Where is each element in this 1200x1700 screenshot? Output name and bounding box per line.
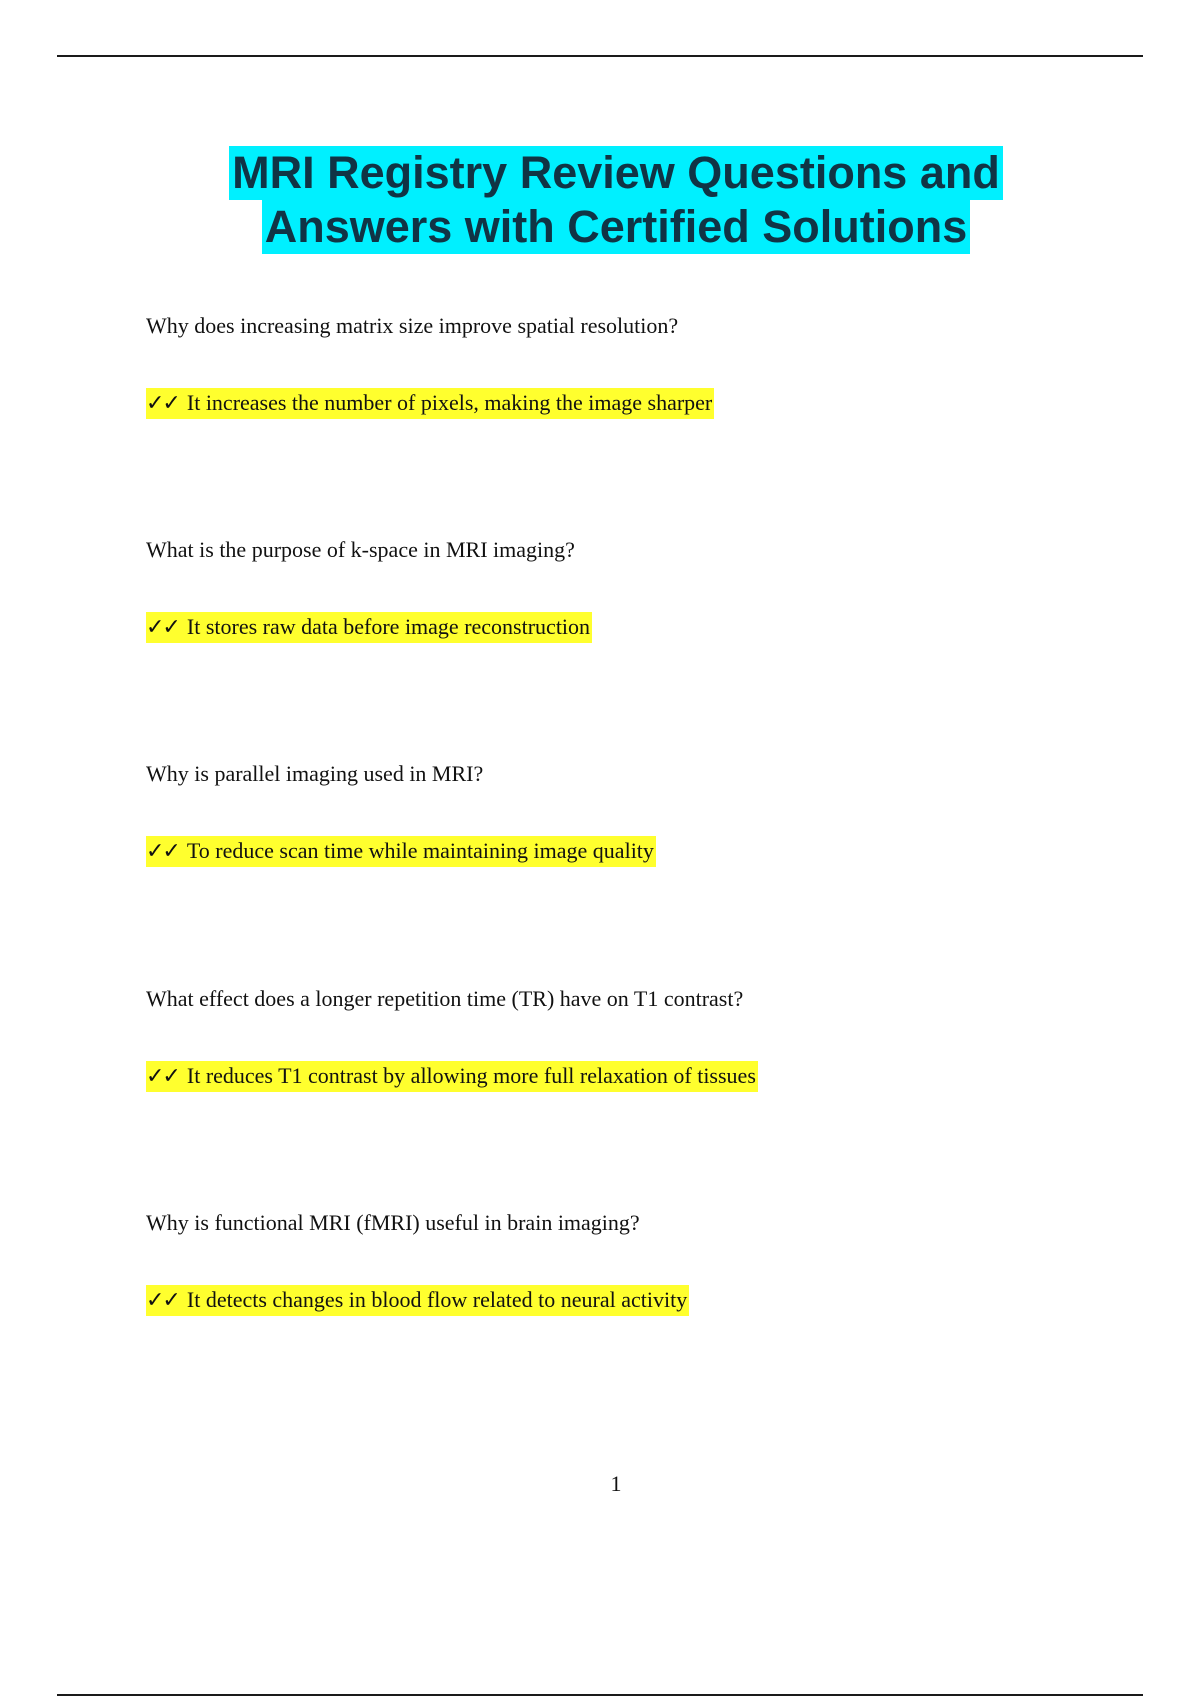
page-number: 1: [610, 1471, 622, 1496]
question-text: Why does increasing matrix size improve spatial resolution?: [146, 313, 679, 338]
qa-item-2: [146, 536, 592, 643]
qa-item-4: [146, 985, 758, 1092]
answer-text: [146, 1285, 689, 1316]
qa-item-5: [146, 1209, 689, 1316]
page-title: [0, 146, 1200, 254]
footer-rule: [57, 1694, 1143, 1696]
title-line-1: MRI Registry Review Questions and: [229, 146, 1003, 200]
double-check-icon: ✓✓: [146, 839, 179, 864]
answer-text: [146, 612, 592, 643]
qa-item-1: [146, 312, 714, 419]
answer-label: It increases the number of pixels, making the image sharper: [186, 390, 713, 415]
answer-label: It reduces T1 contrast by allowing more full relaxation of tissues: [186, 1063, 756, 1088]
double-check-icon: ✓✓: [146, 615, 179, 640]
qa-item-3: [146, 760, 656, 867]
double-check-icon: ✓✓: [146, 391, 179, 416]
answer-text: [146, 388, 714, 419]
double-check-icon: ✓✓: [146, 1288, 179, 1313]
answer-text: [146, 1061, 758, 1092]
answer-label: It detects changes in blood flow related to neural activity: [186, 1287, 688, 1312]
header-rule: [57, 55, 1143, 57]
question-text: Why is functional MRI (fMRI) useful in brain imaging?: [146, 1210, 640, 1235]
question-text: Why is parallel imaging used in MRI?: [146, 761, 484, 786]
answer-text: [146, 836, 656, 867]
title-line-2: Answers with Certified Solutions: [262, 200, 971, 254]
double-check-icon: ✓✓: [146, 1064, 179, 1089]
answer-label: To reduce scan time while maintaining image quality: [186, 838, 654, 863]
question-text: What is the purpose of k-space in MRI imaging?: [146, 537, 575, 562]
answer-label: It stores raw data before image reconstruction: [186, 614, 591, 639]
question-text: What effect does a longer repetition time (TR) have on T1 contrast?: [146, 986, 744, 1011]
